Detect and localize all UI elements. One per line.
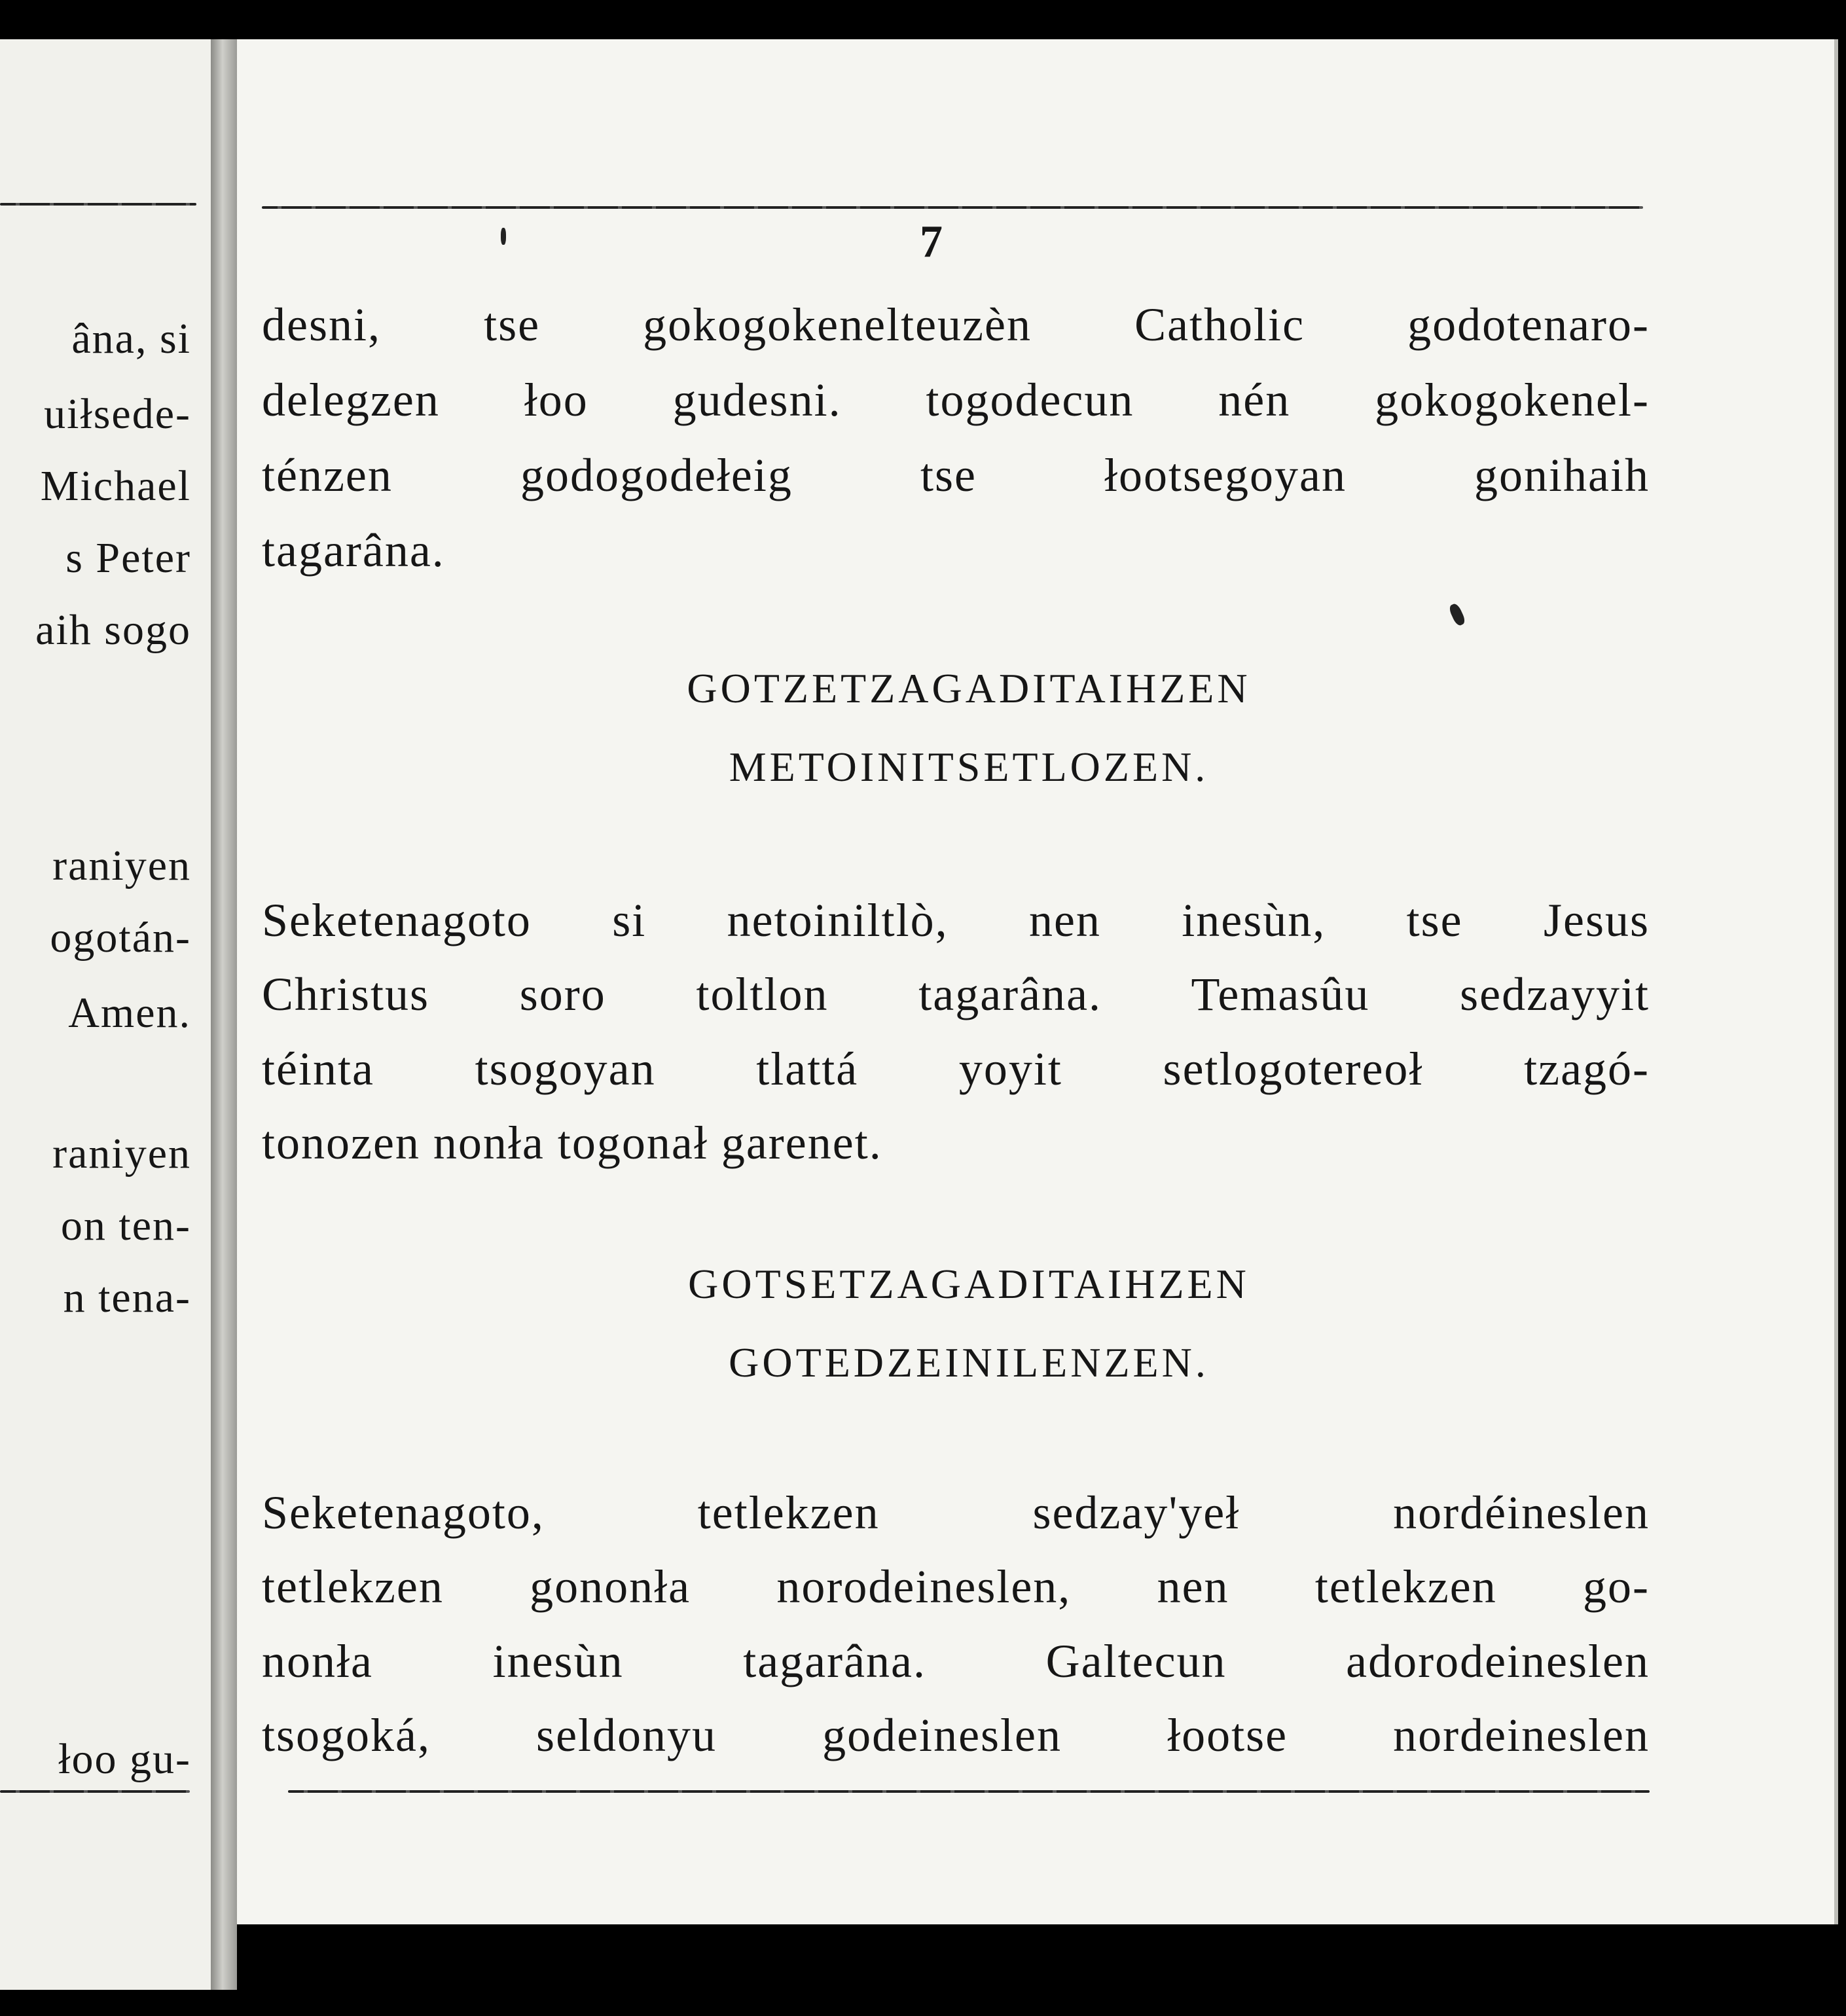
opening-paragraph-line: tagarâna. bbox=[262, 524, 445, 577]
section-1-heading: GOTZETZAGADITAIHZEN bbox=[687, 665, 1251, 711]
left-page-line: uiłsede- bbox=[44, 390, 191, 438]
left-page bbox=[0, 39, 211, 1990]
left-page-line: ogotán- bbox=[50, 914, 191, 962]
main-bottom-rule bbox=[288, 1790, 1650, 1793]
section-2-heading: GOTEDZEINILENZEN. bbox=[729, 1339, 1209, 1386]
section-1-line: téinta tsogoyan tlattá yoyit setlogotereoł tzagó- bbox=[262, 1043, 1650, 1095]
left-page-line: n tena- bbox=[63, 1274, 191, 1322]
left-page-line: raniyen bbox=[52, 1130, 191, 1178]
scan-top-edge bbox=[367, 0, 1735, 39]
section-2-line: tsogoká, seldonyu godeineslen łootse nordeineslen bbox=[262, 1709, 1650, 1761]
page-gutter bbox=[211, 39, 237, 1990]
left-page-line: Michael bbox=[40, 462, 191, 510]
left-page-line: łoo gu- bbox=[58, 1735, 191, 1783]
section-1-line: Seketenagoto si netoiniltlò, nen inesùn, tse Jesus bbox=[262, 894, 1650, 946]
opening-paragraph-line: ténzen godogodełeig tse łootsegoyan gonihaih bbox=[262, 449, 1650, 501]
left-page-line: âna, si bbox=[71, 315, 191, 363]
left-bottom-rule bbox=[0, 1790, 190, 1793]
left-page-line: Amen. bbox=[68, 989, 191, 1037]
section-2-line: tetlekzen gononła norodeineslen, nen tetlekzen go- bbox=[262, 1560, 1650, 1613]
section-2-line: nonła inesùn tagarâna. Galtecun adorodeineslen bbox=[262, 1635, 1650, 1687]
main-top-rule bbox=[262, 206, 1643, 209]
opening-paragraph-line: desni, tse gokogokenelteuzèn Catholic godotenaro- bbox=[262, 298, 1650, 351]
section-2-heading: GOTSETZAGADITAIHZEN bbox=[688, 1261, 1250, 1307]
section-2-line: Seketenagoto, tetlekzen sedzay'yeł nordéineslen bbox=[262, 1486, 1650, 1539]
section-1-line: Christus soro toltlon tagarâna. Temasûu sedzayyit bbox=[262, 968, 1650, 1020]
opening-paragraph-line: delegzen łoo gudesni. togodecun nén gokogokenel- bbox=[262, 374, 1650, 426]
left-page-line: aih sogo bbox=[35, 606, 191, 654]
left-page-line: raniyen bbox=[52, 842, 191, 890]
section-1-heading: METOINITSETLOZEN. bbox=[729, 744, 1209, 790]
left-top-rule bbox=[0, 203, 196, 206]
page-number: 7 bbox=[920, 217, 943, 267]
section-1-line: tonozen nonła togonał garenet. bbox=[262, 1117, 882, 1169]
left-page-line: on ten- bbox=[60, 1202, 191, 1250]
ink-speck bbox=[501, 228, 506, 245]
left-page-line: s Peter bbox=[65, 534, 191, 582]
